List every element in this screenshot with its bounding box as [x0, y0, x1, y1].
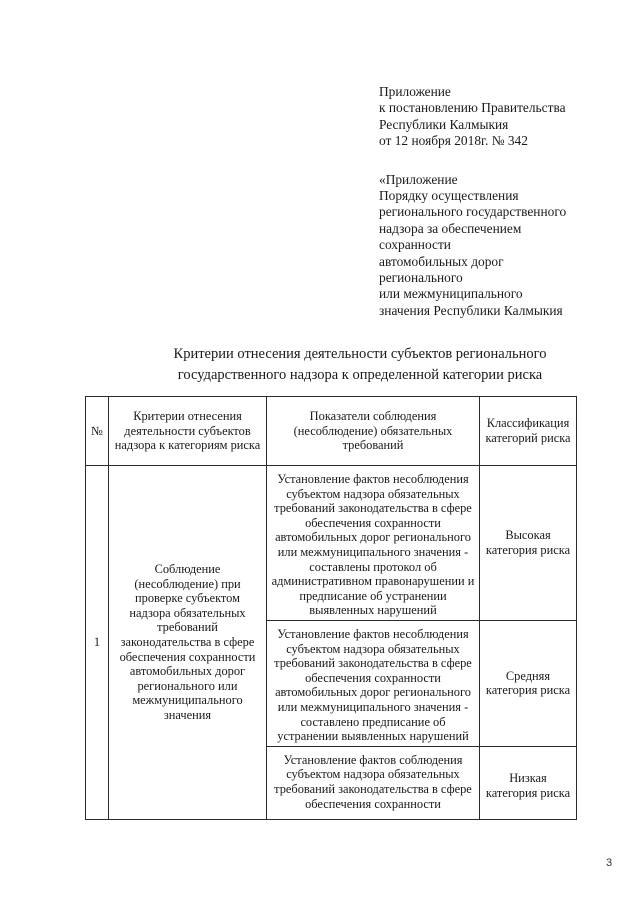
- title-line-1: Критерии отнесения деятельности субъектов регионального: [173, 346, 547, 362]
- table-header-row: [86, 397, 577, 466]
- document-title: [70, 344, 640, 385]
- title-line-2: государственного надзора к определенной категории риска: [177, 366, 543, 383]
- header-classification: Классификация категорий риска: [480, 397, 577, 466]
- appendix-line: Порядку осуществления: [379, 188, 519, 204]
- header-spacer: [379, 150, 629, 172]
- row-number: 1: [86, 466, 109, 820]
- header-num: №: [86, 397, 109, 466]
- appendix-line: сохранности: [379, 237, 451, 253]
- header-line: к постановлению Правительства: [379, 100, 566, 116]
- appendix-line: значения Республики Калмыкия: [379, 302, 563, 318]
- indicator-low: Установление фактов соблюдения субъектом надзора обязательных требований законодательства в сфере обеспечения сохранности: [267, 746, 480, 819]
- page-number: 3: [606, 857, 613, 869]
- appendix-line: регионального государственного: [379, 204, 567, 220]
- category-medium: Средняя категория риска: [480, 621, 577, 747]
- indicator-high: Установление фактов несоблюдения субъектом надзора обязательных требований законодательства в сфере обеспечения сохранности автомобильных дорог регионального или межмуниципального значения - составлены протокол об административном правонарушении и предписание об устранении выявленных нарушений: [267, 466, 480, 621]
- appendix-line: «Приложение: [379, 171, 458, 187]
- appendix-line: автомобильных дорог: [379, 253, 504, 269]
- appendix-line: надзора за обеспечением: [379, 220, 522, 236]
- row-criteria: Соблюдение (несоблюдение) при проверке субъектом надзора обязательных требований законодательства в сфере обеспечения сохранности автомобильных дорог регионального или межмуниципального значения: [109, 466, 267, 820]
- risk-criteria-table: [85, 396, 577, 820]
- category-high: Высокая категория риска: [480, 466, 577, 621]
- header-indicators: Показатели соблюдения (несоблюдение) обязательных требований: [267, 397, 480, 466]
- header-line: от 12 ноября 2018г. № 342: [379, 133, 528, 149]
- header-line: Республики Калмыкия: [379, 116, 509, 132]
- header-criteria: Критерии отнесения деятельности субъектов надзора к категориям риска: [109, 397, 267, 466]
- appendix-header: [379, 84, 629, 319]
- appendix-line: регионального: [379, 270, 463, 286]
- table-row: [86, 466, 577, 621]
- indicator-medium: Установление фактов несоблюдения субъектом надзора обязательных требований законодательства в сфере обеспечения сохранности автомобильных дорог регионального или межмуниципального значения - составлено предписание об устранении выявленных нарушений: [267, 621, 480, 747]
- header-line: Приложение: [379, 84, 451, 99]
- appendix-line: или межмуниципального: [379, 286, 523, 302]
- category-low: Низкая категория риска: [480, 746, 577, 819]
